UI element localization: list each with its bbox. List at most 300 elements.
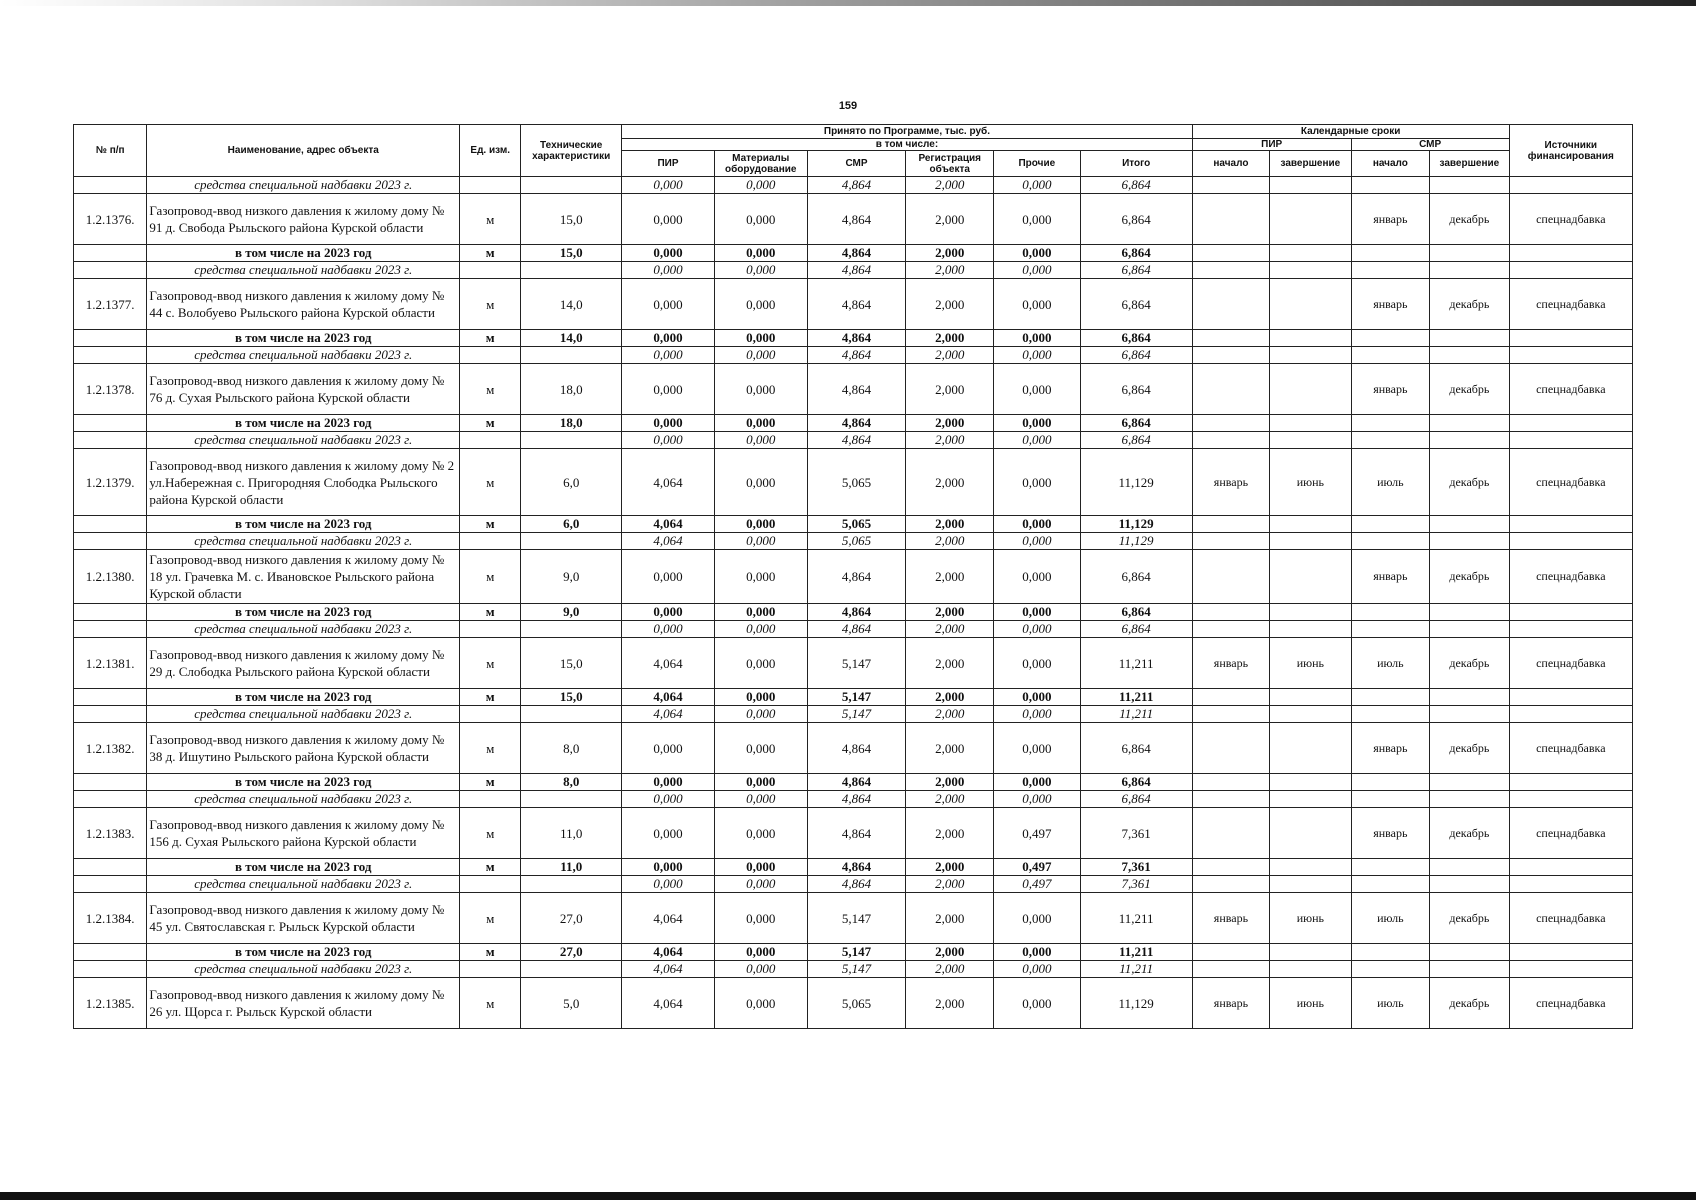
header-cal-pir: ПИР bbox=[1192, 139, 1351, 151]
cell-pir-end bbox=[1270, 533, 1352, 550]
cell-label: в том числе на 2023 год bbox=[147, 516, 460, 533]
cell-pir-start bbox=[1192, 621, 1269, 638]
table-row-special bbox=[74, 177, 1633, 194]
cell-label: в том числе на 2023 год bbox=[147, 774, 460, 791]
cell-smr-start bbox=[1351, 961, 1429, 978]
cell-unit: м bbox=[460, 415, 521, 432]
header-other: Прочие bbox=[994, 151, 1081, 177]
cell-num bbox=[74, 432, 147, 449]
cell-label: в том числе на 2023 год bbox=[147, 944, 460, 961]
cell-num: 1.2.1380. bbox=[74, 550, 147, 604]
cell-smr-start: июль bbox=[1351, 893, 1429, 944]
cell-name: Газопровод-ввод низкого давления к жилому дому № 76 д. Сухая Рыльского района Курской области bbox=[147, 364, 460, 415]
cell-materials: 0,000 bbox=[714, 893, 807, 944]
cell-pir-start bbox=[1192, 944, 1269, 961]
cell-pir-end bbox=[1270, 194, 1352, 245]
cell-pir-end bbox=[1270, 706, 1352, 723]
cell-smr-end bbox=[1430, 706, 1510, 723]
cell-pir: 4,064 bbox=[622, 706, 715, 723]
table-row-special bbox=[74, 706, 1633, 723]
cell-label: в том числе на 2023 год bbox=[147, 245, 460, 262]
cell-total: 7,361 bbox=[1080, 876, 1192, 893]
header-registration: Регистрация объекта bbox=[906, 151, 994, 177]
cell-unit: м bbox=[460, 893, 521, 944]
table-row-object bbox=[74, 893, 1633, 944]
cell-materials: 0,000 bbox=[714, 330, 807, 347]
cell-registration: 2,000 bbox=[906, 432, 994, 449]
cell-other: 0,000 bbox=[994, 177, 1081, 194]
table-row-special bbox=[74, 347, 1633, 364]
table-row-object bbox=[74, 978, 1633, 1029]
cell-label: средства специальной надбавки 2023 г. bbox=[147, 262, 460, 279]
cell-pir: 0,000 bbox=[622, 347, 715, 364]
cell-pir-end: июнь bbox=[1270, 638, 1352, 689]
cell-other: 0,497 bbox=[994, 876, 1081, 893]
cell-total: 11,129 bbox=[1080, 533, 1192, 550]
cell-smr: 5,065 bbox=[807, 533, 906, 550]
cell-pir-start bbox=[1192, 245, 1269, 262]
cell-other: 0,000 bbox=[994, 944, 1081, 961]
cell-unit: м bbox=[460, 944, 521, 961]
cell-num bbox=[74, 961, 147, 978]
cell-materials: 0,000 bbox=[714, 961, 807, 978]
cell-source bbox=[1509, 859, 1632, 876]
cell-pir: 4,064 bbox=[622, 638, 715, 689]
cell-source: спецнадбавка bbox=[1509, 449, 1632, 516]
cell-materials: 0,000 bbox=[714, 449, 807, 516]
cell-smr-end bbox=[1430, 944, 1510, 961]
table-row-special bbox=[74, 791, 1633, 808]
cell-smr-end bbox=[1430, 177, 1510, 194]
cell-smr: 4,864 bbox=[807, 279, 906, 330]
cell-total: 11,211 bbox=[1080, 638, 1192, 689]
cell-unit: м bbox=[460, 279, 521, 330]
cell-pir: 4,064 bbox=[622, 533, 715, 550]
cell-smr-end: декабрь bbox=[1430, 364, 1510, 415]
cell-other: 0,000 bbox=[994, 449, 1081, 516]
cell-smr-end: декабрь bbox=[1430, 449, 1510, 516]
cell-smr: 4,864 bbox=[807, 791, 906, 808]
cell-materials: 0,000 bbox=[714, 347, 807, 364]
cell-pir-start: январь bbox=[1192, 893, 1269, 944]
cell-materials: 0,000 bbox=[714, 177, 807, 194]
cell-smr: 4,864 bbox=[807, 859, 906, 876]
cell-smr-end: декабрь bbox=[1430, 723, 1510, 774]
cell-smr: 4,864 bbox=[807, 808, 906, 859]
cell-materials: 0,000 bbox=[714, 364, 807, 415]
cell-materials: 0,000 bbox=[714, 774, 807, 791]
cell-tech: 5,0 bbox=[521, 978, 622, 1029]
cell-tech bbox=[521, 706, 622, 723]
cell-total: 6,864 bbox=[1080, 621, 1192, 638]
cell-pir-end bbox=[1270, 279, 1352, 330]
cell-registration: 2,000 bbox=[906, 516, 994, 533]
header-pir: ПИР bbox=[622, 151, 715, 177]
cell-smr: 4,864 bbox=[807, 194, 906, 245]
cell-unit: м bbox=[460, 689, 521, 706]
cell-num bbox=[74, 944, 147, 961]
cell-num bbox=[74, 621, 147, 638]
cell-smr-start: июль bbox=[1351, 978, 1429, 1029]
cell-other: 0,000 bbox=[994, 621, 1081, 638]
cell-pir-start bbox=[1192, 723, 1269, 774]
cell-num: 1.2.1383. bbox=[74, 808, 147, 859]
cell-materials: 0,000 bbox=[714, 876, 807, 893]
cell-smr-start bbox=[1351, 604, 1429, 621]
cell-other: 0,000 bbox=[994, 194, 1081, 245]
cell-materials: 0,000 bbox=[714, 944, 807, 961]
cell-smr-start bbox=[1351, 245, 1429, 262]
cell-smr-start: июль bbox=[1351, 449, 1429, 516]
cell-tech bbox=[521, 533, 622, 550]
cell-unit: м bbox=[460, 194, 521, 245]
cell-other: 0,000 bbox=[994, 791, 1081, 808]
cell-registration: 2,000 bbox=[906, 415, 994, 432]
cell-smr: 4,864 bbox=[807, 262, 906, 279]
cell-pir: 0,000 bbox=[622, 245, 715, 262]
cell-other: 0,000 bbox=[994, 706, 1081, 723]
cell-total: 11,129 bbox=[1080, 978, 1192, 1029]
scan-bottom-edge bbox=[0, 1192, 1696, 1200]
cell-total: 11,211 bbox=[1080, 944, 1192, 961]
cell-smr-start bbox=[1351, 876, 1429, 893]
cell-tech bbox=[521, 876, 622, 893]
cell-registration: 2,000 bbox=[906, 978, 994, 1029]
cell-source bbox=[1509, 774, 1632, 791]
cell-smr: 4,864 bbox=[807, 876, 906, 893]
cell-unit bbox=[460, 432, 521, 449]
cell-other: 0,000 bbox=[994, 723, 1081, 774]
cell-registration: 2,000 bbox=[906, 859, 994, 876]
cell-total: 11,211 bbox=[1080, 706, 1192, 723]
cell-total: 6,864 bbox=[1080, 604, 1192, 621]
cell-smr-start bbox=[1351, 774, 1429, 791]
cell-smr: 5,147 bbox=[807, 706, 906, 723]
cell-num bbox=[74, 262, 147, 279]
cell-smr-end: декабрь bbox=[1430, 279, 1510, 330]
cell-smr-end bbox=[1430, 876, 1510, 893]
cell-registration: 2,000 bbox=[906, 876, 994, 893]
header-tech: Технические характеристики bbox=[521, 125, 622, 177]
cell-smr-end: декабрь bbox=[1430, 978, 1510, 1029]
cell-unit bbox=[460, 177, 521, 194]
header-pir-start: начало bbox=[1192, 151, 1269, 177]
cell-pir: 0,000 bbox=[622, 279, 715, 330]
cell-pir-start bbox=[1192, 415, 1269, 432]
cell-smr-start bbox=[1351, 859, 1429, 876]
cell-smr-end bbox=[1430, 961, 1510, 978]
cell-source bbox=[1509, 432, 1632, 449]
cell-other: 0,000 bbox=[994, 689, 1081, 706]
cell-tech: 14,0 bbox=[521, 279, 622, 330]
header-accepted-group: Принято по Программе, тыс. руб. bbox=[622, 125, 1193, 139]
cell-label: средства специальной надбавки 2023 г. bbox=[147, 961, 460, 978]
cell-source bbox=[1509, 415, 1632, 432]
cell-registration: 2,000 bbox=[906, 550, 994, 604]
header-name: Наименование, адрес объекта bbox=[147, 125, 460, 177]
cell-unit: м bbox=[460, 516, 521, 533]
cell-pir: 0,000 bbox=[622, 808, 715, 859]
cell-tech: 9,0 bbox=[521, 550, 622, 604]
cell-smr: 5,147 bbox=[807, 944, 906, 961]
cell-smr-end: декабрь bbox=[1430, 808, 1510, 859]
cell-num bbox=[74, 706, 147, 723]
cell-registration: 2,000 bbox=[906, 330, 994, 347]
cell-smr-start: январь bbox=[1351, 279, 1429, 330]
cell-label: средства специальной надбавки 2023 г. bbox=[147, 876, 460, 893]
cell-other: 0,497 bbox=[994, 808, 1081, 859]
cell-source: спецнадбавка bbox=[1509, 194, 1632, 245]
cell-registration: 2,000 bbox=[906, 279, 994, 330]
cell-unit: м bbox=[460, 449, 521, 516]
cell-smr: 5,147 bbox=[807, 689, 906, 706]
cell-registration: 2,000 bbox=[906, 774, 994, 791]
cell-smr-end bbox=[1430, 774, 1510, 791]
cell-source bbox=[1509, 604, 1632, 621]
cell-name: Газопровод-ввод низкого давления к жилому дому № 26 ул. Щорса г. Рыльск Курской области bbox=[147, 978, 460, 1029]
cell-name: Газопровод-ввод низкого давления к жилому дому № 91 д. Свобода Рыльского района Курской области bbox=[147, 194, 460, 245]
cell-pir-start bbox=[1192, 432, 1269, 449]
cell-pir-start: январь bbox=[1192, 638, 1269, 689]
table-row-special bbox=[74, 432, 1633, 449]
cell-other: 0,000 bbox=[994, 347, 1081, 364]
cell-source bbox=[1509, 689, 1632, 706]
cell-materials: 0,000 bbox=[714, 604, 807, 621]
cell-smr-end bbox=[1430, 859, 1510, 876]
cell-smr-start bbox=[1351, 262, 1429, 279]
cell-materials: 0,000 bbox=[714, 415, 807, 432]
cell-unit bbox=[460, 706, 521, 723]
cell-other: 0,000 bbox=[994, 774, 1081, 791]
table-row-year bbox=[74, 774, 1633, 791]
table-row-year bbox=[74, 944, 1633, 961]
cell-pir: 4,064 bbox=[622, 961, 715, 978]
cell-smr: 4,864 bbox=[807, 245, 906, 262]
scan-top-edge bbox=[0, 0, 1696, 6]
cell-materials: 0,000 bbox=[714, 859, 807, 876]
cell-smr-end bbox=[1430, 533, 1510, 550]
table-row-object bbox=[74, 194, 1633, 245]
cell-smr-start bbox=[1351, 415, 1429, 432]
cell-unit: м bbox=[460, 550, 521, 604]
cell-registration: 2,000 bbox=[906, 194, 994, 245]
cell-smr: 5,065 bbox=[807, 516, 906, 533]
cell-unit bbox=[460, 262, 521, 279]
cell-registration: 2,000 bbox=[906, 177, 994, 194]
cell-smr-start: июль bbox=[1351, 638, 1429, 689]
cell-total: 6,864 bbox=[1080, 415, 1192, 432]
cell-label: в том числе на 2023 год bbox=[147, 859, 460, 876]
cell-source bbox=[1509, 245, 1632, 262]
table-row-object bbox=[74, 638, 1633, 689]
cell-source bbox=[1509, 621, 1632, 638]
cell-tech bbox=[521, 432, 622, 449]
cell-name: Газопровод-ввод низкого давления к жилому дому № 156 д. Сухая Рыльского района Курской области bbox=[147, 808, 460, 859]
cell-label: средства специальной надбавки 2023 г. bbox=[147, 347, 460, 364]
cell-smr: 4,864 bbox=[807, 364, 906, 415]
cell-pir-end bbox=[1270, 604, 1352, 621]
cell-tech bbox=[521, 177, 622, 194]
cell-total: 6,864 bbox=[1080, 774, 1192, 791]
cell-source bbox=[1509, 177, 1632, 194]
cell-smr-start bbox=[1351, 432, 1429, 449]
table-row-special bbox=[74, 961, 1633, 978]
cell-pir-end: июнь bbox=[1270, 978, 1352, 1029]
cell-pir: 4,064 bbox=[622, 978, 715, 1029]
cell-label: средства специальной надбавки 2023 г. bbox=[147, 177, 460, 194]
cell-tech: 15,0 bbox=[521, 638, 622, 689]
cell-pir: 0,000 bbox=[622, 791, 715, 808]
cell-pir-end bbox=[1270, 689, 1352, 706]
cell-unit bbox=[460, 347, 521, 364]
cell-pir-start: январь bbox=[1192, 978, 1269, 1029]
cell-pir: 4,064 bbox=[622, 893, 715, 944]
header-smr: СМР bbox=[807, 151, 906, 177]
cell-pir-end bbox=[1270, 723, 1352, 774]
cell-num: 1.2.1384. bbox=[74, 893, 147, 944]
cell-pir-start bbox=[1192, 533, 1269, 550]
cell-pir: 0,000 bbox=[622, 621, 715, 638]
cell-total: 6,864 bbox=[1080, 330, 1192, 347]
table-row-year bbox=[74, 415, 1633, 432]
cell-smr: 5,147 bbox=[807, 638, 906, 689]
cell-tech: 9,0 bbox=[521, 604, 622, 621]
cell-pir-start bbox=[1192, 689, 1269, 706]
cell-unit bbox=[460, 876, 521, 893]
cell-pir-end: июнь bbox=[1270, 449, 1352, 516]
program-table bbox=[73, 124, 1633, 1029]
cell-pir-start bbox=[1192, 330, 1269, 347]
cell-smr-end bbox=[1430, 791, 1510, 808]
table-row-special bbox=[74, 876, 1633, 893]
cell-tech: 6,0 bbox=[521, 516, 622, 533]
cell-total: 6,864 bbox=[1080, 791, 1192, 808]
table-row-year bbox=[74, 516, 1633, 533]
cell-materials: 0,000 bbox=[714, 516, 807, 533]
cell-pir-start bbox=[1192, 550, 1269, 604]
cell-total: 7,361 bbox=[1080, 859, 1192, 876]
table-row-year bbox=[74, 859, 1633, 876]
cell-registration: 2,000 bbox=[906, 893, 994, 944]
cell-registration: 2,000 bbox=[906, 961, 994, 978]
cell-total: 11,211 bbox=[1080, 689, 1192, 706]
cell-smr-start bbox=[1351, 944, 1429, 961]
cell-pir: 0,000 bbox=[622, 876, 715, 893]
table-row-special bbox=[74, 533, 1633, 550]
cell-pir-start bbox=[1192, 177, 1269, 194]
cell-total: 11,211 bbox=[1080, 961, 1192, 978]
cell-other: 0,000 bbox=[994, 550, 1081, 604]
cell-pir-end bbox=[1270, 364, 1352, 415]
cell-pir-start bbox=[1192, 859, 1269, 876]
cell-pir: 0,000 bbox=[622, 330, 715, 347]
cell-pir: 0,000 bbox=[622, 723, 715, 774]
cell-materials: 0,000 bbox=[714, 432, 807, 449]
cell-registration: 2,000 bbox=[906, 621, 994, 638]
cell-num: 1.2.1378. bbox=[74, 364, 147, 415]
cell-materials: 0,000 bbox=[714, 245, 807, 262]
cell-pir-start bbox=[1192, 364, 1269, 415]
cell-source: спецнадбавка bbox=[1509, 808, 1632, 859]
cell-pir-end bbox=[1270, 245, 1352, 262]
cell-registration: 2,000 bbox=[906, 689, 994, 706]
cell-other: 0,000 bbox=[994, 330, 1081, 347]
cell-tech: 8,0 bbox=[521, 723, 622, 774]
cell-num: 1.2.1382. bbox=[74, 723, 147, 774]
cell-total: 7,361 bbox=[1080, 808, 1192, 859]
cell-unit: м bbox=[460, 604, 521, 621]
cell-tech: 11,0 bbox=[521, 859, 622, 876]
cell-unit: м bbox=[460, 330, 521, 347]
cell-pir-end: июнь bbox=[1270, 893, 1352, 944]
cell-unit: м bbox=[460, 808, 521, 859]
cell-num bbox=[74, 415, 147, 432]
cell-smr-end: декабрь bbox=[1430, 550, 1510, 604]
cell-materials: 0,000 bbox=[714, 621, 807, 638]
table-row-object bbox=[74, 808, 1633, 859]
cell-total: 11,129 bbox=[1080, 449, 1192, 516]
cell-smr: 4,864 bbox=[807, 723, 906, 774]
cell-smr-end bbox=[1430, 415, 1510, 432]
cell-registration: 2,000 bbox=[906, 791, 994, 808]
cell-num: 1.2.1385. bbox=[74, 978, 147, 1029]
cell-pir: 0,000 bbox=[622, 774, 715, 791]
cell-smr-start bbox=[1351, 689, 1429, 706]
cell-source bbox=[1509, 706, 1632, 723]
cell-source bbox=[1509, 516, 1632, 533]
cell-pir: 4,064 bbox=[622, 689, 715, 706]
cell-name: Газопровод-ввод низкого давления к жилому дому № 45 ул. Святославская г. Рыльск Курской области bbox=[147, 893, 460, 944]
cell-smr-end bbox=[1430, 689, 1510, 706]
cell-materials: 0,000 bbox=[714, 791, 807, 808]
cell-pir-end bbox=[1270, 621, 1352, 638]
header-pir-end: завершение bbox=[1270, 151, 1352, 177]
cell-other: 0,000 bbox=[994, 432, 1081, 449]
cell-registration: 2,000 bbox=[906, 347, 994, 364]
cell-materials: 0,000 bbox=[714, 808, 807, 859]
cell-name: Газопровод-ввод низкого давления к жилому дому № 18 ул. Грачевка М. с. Ивановское Рыльского района Курской области bbox=[147, 550, 460, 604]
cell-smr: 4,864 bbox=[807, 621, 906, 638]
cell-total: 6,864 bbox=[1080, 347, 1192, 364]
cell-smr-start: январь bbox=[1351, 808, 1429, 859]
cell-name: Газопровод-ввод низкого давления к жилому дому № 44 с. Волобуево Рыльского района Курской области bbox=[147, 279, 460, 330]
cell-pir: 0,000 bbox=[622, 194, 715, 245]
cell-smr-end bbox=[1430, 245, 1510, 262]
cell-num bbox=[74, 533, 147, 550]
cell-pir-start bbox=[1192, 279, 1269, 330]
cell-source bbox=[1509, 876, 1632, 893]
cell-other: 0,000 bbox=[994, 364, 1081, 415]
header-materials: Материалы оборудование bbox=[714, 151, 807, 177]
cell-unit: м bbox=[460, 978, 521, 1029]
cell-smr: 5,065 bbox=[807, 449, 906, 516]
cell-unit: м bbox=[460, 723, 521, 774]
table-row-year bbox=[74, 604, 1633, 621]
cell-unit: м bbox=[460, 245, 521, 262]
cell-smr: 4,864 bbox=[807, 177, 906, 194]
cell-tech: 15,0 bbox=[521, 245, 622, 262]
cell-name: Газопровод-ввод низкого давления к жилому дому № 29 д. Слободка Рыльского района Курской области bbox=[147, 638, 460, 689]
cell-total: 6,864 bbox=[1080, 177, 1192, 194]
cell-label: средства специальной надбавки 2023 г. bbox=[147, 791, 460, 808]
table-row-object bbox=[74, 723, 1633, 774]
cell-pir-end bbox=[1270, 859, 1352, 876]
cell-smr-end: декабрь bbox=[1430, 893, 1510, 944]
cell-source bbox=[1509, 347, 1632, 364]
cell-num: 1.2.1381. bbox=[74, 638, 147, 689]
cell-label: средства специальной надбавки 2023 г. bbox=[147, 533, 460, 550]
cell-registration: 2,000 bbox=[906, 723, 994, 774]
